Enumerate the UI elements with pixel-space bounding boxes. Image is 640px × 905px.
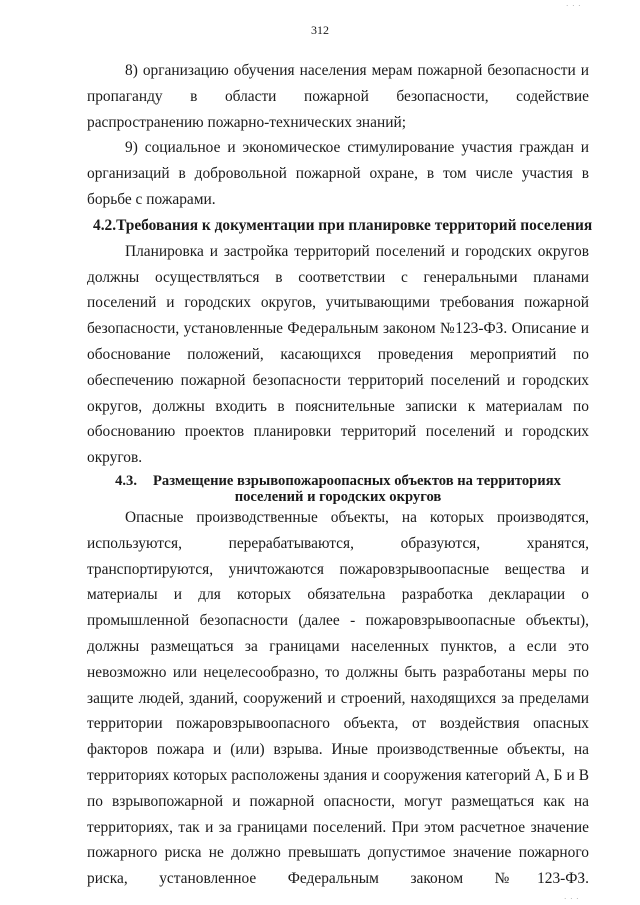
section-4-2-paragraph: Планировка и застройка территорий поселений и городских округов должны осуществляться в соответствии с генеральными планами поселений и городских округов, учитывающими требования пожарной безопасности, установленные Федеральным законом №123-ФЗ. Описание и обоснование положений, касающихся проведения мероприятий по обеспечению пожарной безопасности территорий поселений и городских округов, должны входить в пояснительные записки к материалам по обоснованию проектов планировки территорий поселений и городских округов.: [87, 242, 589, 467]
list-item-8: 8) организацию обучения населения мерам пожарной безопасности и пропаганду в области пожарной безопасности, содействие распространению пожарно-технических знаний;: [87, 62, 589, 131]
section-4-3-paragraph: Опасные производственные объекты, на которых производятся, используются, перерабатываются, образуются, хранятся, транспортируются, уничтожаются пожаровзрывоопасные вещества и материалы и для которых обязательна разработка декларации о промышленной безопасности (далее - пожаровзрывоопасные объекты), должны размещаться за границами населенных пунктов, а если это невозможно или нецелесообразно, то должны быть разработаны меры по защите людей, зданий, сооружений и строений, находящихся за пределами территории пожаровзрывоопасного объекта, от воздействия опасных факторов пожара и (или) взрыва. Иные производственные объекты, на территориях которых расположены здания и сооружения категорий А, Б и В по взрывопожарной и пожарной опасности, могут размещаться как на территориях, так и за границами поселений. При этом расчетное значение пожарного риска не должно превышать допустимое значение пожарного риска, установленное Федеральным законом №123-ФЗ.: [87, 508, 589, 888]
document-body: [87, 58, 593, 892]
list-item-9: 9) социальное и экономическое стимулирование участия граждан и организаций в добровольной пожарной охране, в том числе участия в борьбе с пожарами.: [87, 139, 589, 208]
section-4-3-heading: [87, 473, 589, 505]
section-4-3-title: Размещение взрывопожароопасных объектов на территориях поселений и городских округов: [152, 472, 561, 505]
section-4-3-number: 4.3.: [115, 472, 137, 489]
section-4-2-heading: 4.2.Требования к документации при планировке территорий поселения: [93, 216, 593, 234]
scan-mark-top-right: · · ·: [566, 2, 582, 10]
scan-mark-bottom-right: · · ·: [564, 895, 580, 903]
page-number: 312: [311, 23, 329, 37]
